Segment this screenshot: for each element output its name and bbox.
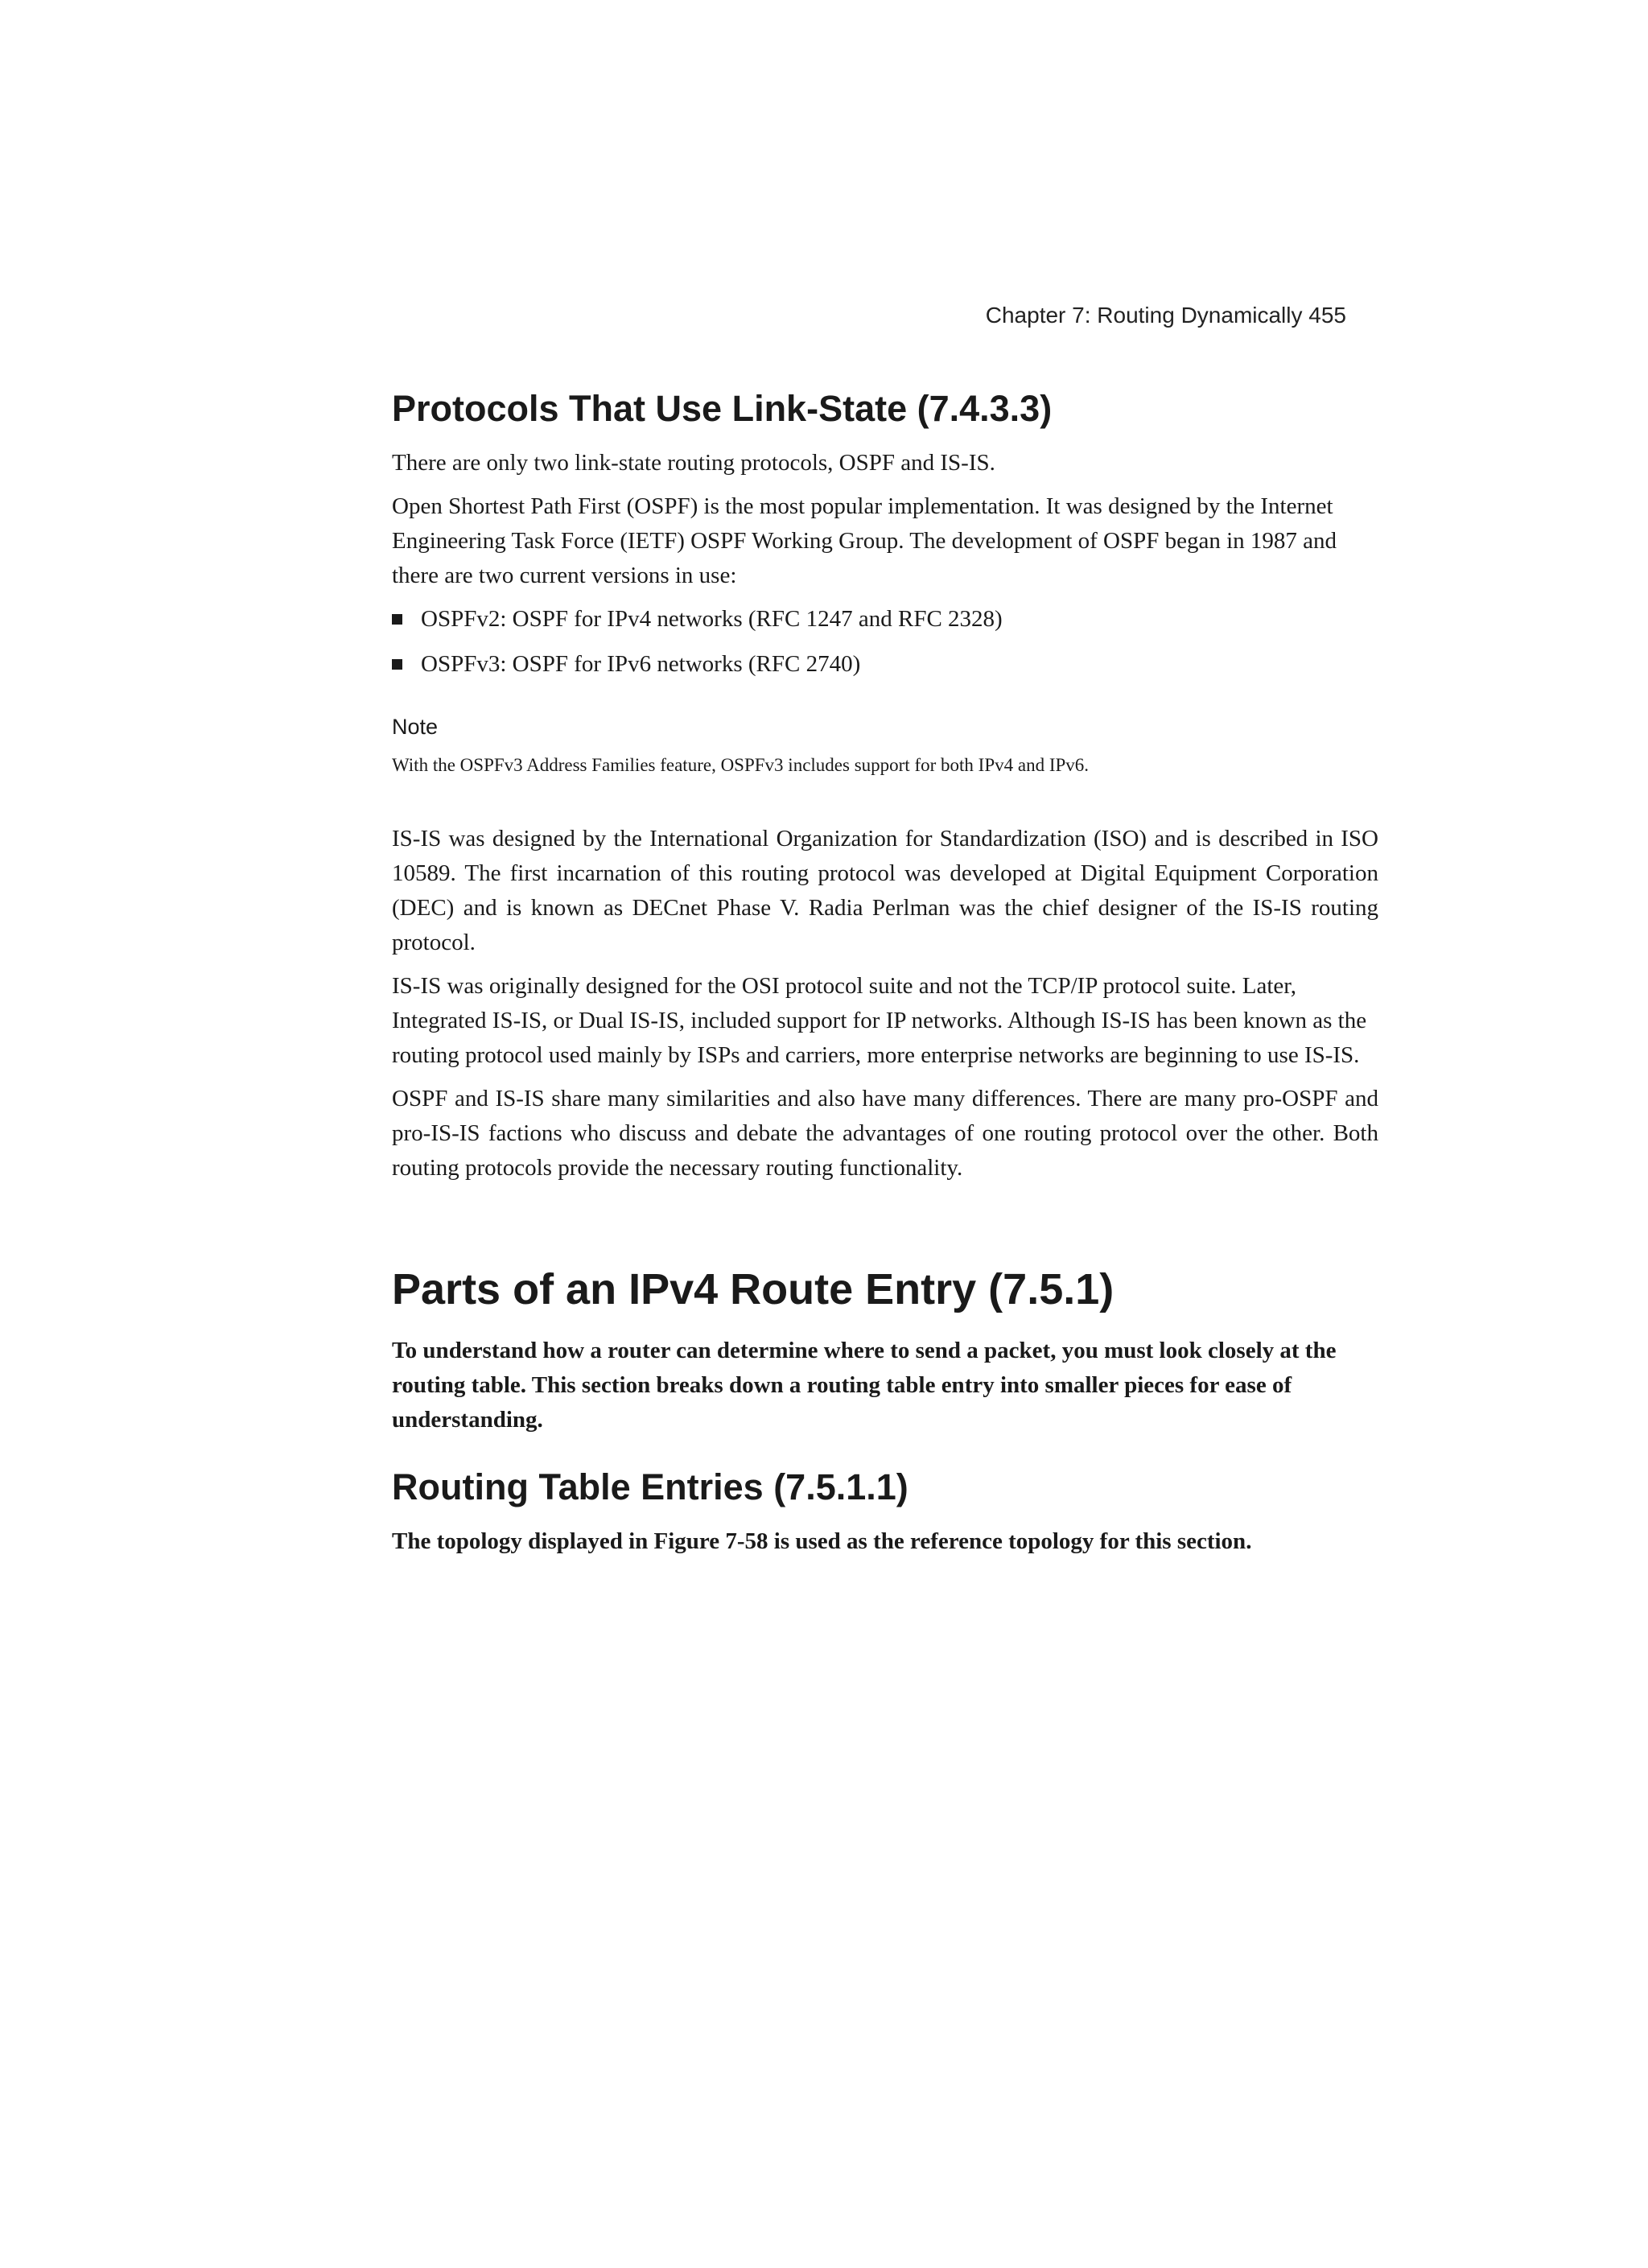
note-text: With the OSPFv3 Address Families feature, OSPFv3 includes support for both IPv4 and IPv6.: [392, 755, 1090, 775]
square-bullet-icon: [392, 614, 402, 625]
paragraph-ospf-overview: Open Shortest Path First (OSPF) is the most popular implementation. It was designed by the Internet Engineering Task Force (IETF) OSPF Working Group. The development of OSPF began in 1987 and there are two current versions in use:: [392, 493, 1337, 588]
list-item-text: OSPFv2: OSPF for IPv4 networks (RFC 1247 and RFC 2328): [421, 606, 1003, 632]
section-heading-route-entry: Parts of an IPv4 Route Entry (7.5.1): [392, 1265, 1114, 1313]
note-label: Note: [392, 715, 439, 739]
section-heading-routing-table-entries: Routing Table Entries (7.5.1.1): [392, 1466, 908, 1507]
running-head: Chapter 7: Routing Dynamically 455: [985, 303, 1346, 328]
section-heading-link-state: Protocols That Use Link-State (7.4.3.3): [392, 388, 1053, 429]
paragraph-link-state-intro: There are only two link-state routing protocols, OSPF and IS-IS.: [392, 450, 995, 476]
square-bullet-icon: [392, 659, 402, 670]
ospf-version-list: [392, 602, 1378, 682]
page-content: [392, 386, 1378, 1568]
list-item: [392, 647, 1378, 682]
paragraph-route-entry-intro: To understand how a router can determine where to send a packet, you must look closely at the routing table. This section breaks down a routing table entry into smaller pieces for ease of understanding.: [392, 1338, 1337, 1433]
paragraph-isis-history: IS-IS was originally designed for the OSI protocol suite and not the TCP/IP protocol suite. Later, Integrated IS-IS, or Dual IS-IS, included support for IP networks. Although IS-IS has been known as the routing protocol used mainly by ISPs and carriers, more enterprise networks are beginning to use IS-IS.: [392, 973, 1367, 1068]
paragraph-isis-origin: IS-IS was designed by the International Organization for Standardization (ISO) and is described in ISO 10589. The first incarnation of this routing protocol was developed at Digital Equipment Corporation (DEC) and is known as DECnet Phase V. Radia Perlman was the chief designer of the IS-IS routing protocol.: [392, 826, 1378, 955]
list-item: [392, 602, 1378, 637]
paragraph-ospf-isis-comparison: OSPF and IS-IS share many similarities and also have many differences. There are many pro-OSPF and pro-IS-IS factions who discuss and debate the advantages of one routing protocol over the other. Both routing protocols provide the necessary routing functionality.: [392, 1086, 1378, 1181]
paragraph-routing-table-intro: The topology displayed in Figure 7-58 is used as the reference topology for this section.: [392, 1528, 1252, 1554]
list-item-text: OSPFv3: OSPF for IPv6 networks (RFC 2740): [421, 651, 861, 677]
